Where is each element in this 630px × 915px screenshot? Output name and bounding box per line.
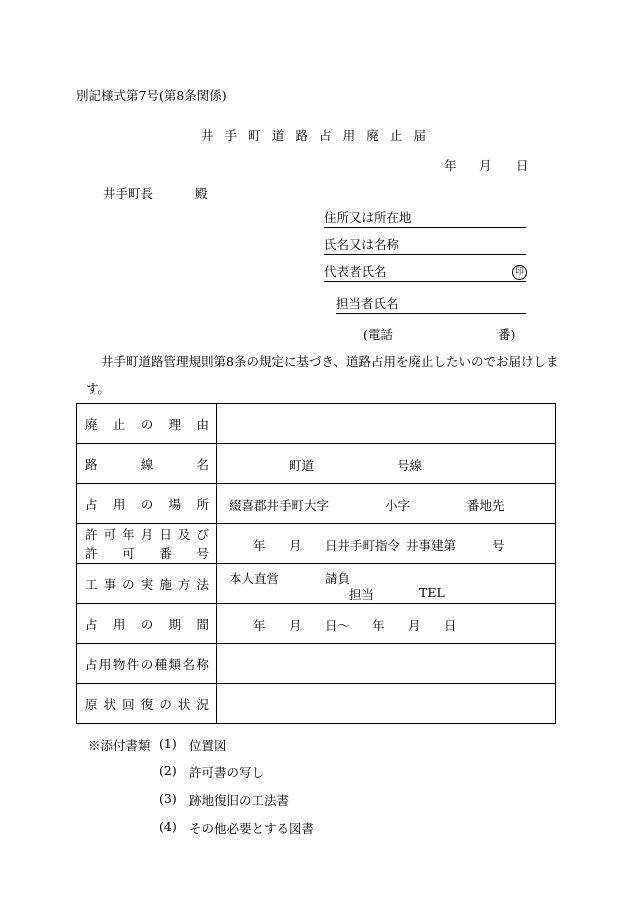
label-char: 件 bbox=[126, 656, 140, 672]
label-char: 状 bbox=[177, 696, 191, 712]
date-month: 月 bbox=[479, 158, 492, 173]
label-restoration-status bbox=[77, 684, 217, 724]
label-char: 止 bbox=[112, 416, 126, 432]
value-occupation-period bbox=[217, 604, 556, 644]
label-char: 線 bbox=[140, 456, 154, 472]
permit-directive: 日井手町指令 bbox=[325, 538, 401, 553]
label-char: 事 bbox=[103, 576, 117, 592]
label-char: 可 bbox=[103, 527, 117, 542]
label-char: 法 bbox=[196, 576, 209, 592]
permit-number-prefix: 井事建第 bbox=[406, 538, 457, 553]
method-contract: 請負 bbox=[325, 571, 351, 586]
attachment-4-num: (4) bbox=[159, 819, 177, 834]
label-char: 許 bbox=[85, 527, 98, 542]
label-char: 占 bbox=[85, 616, 98, 632]
label-char: 類 bbox=[168, 656, 182, 672]
label-char: 期 bbox=[168, 616, 182, 632]
period-start-year: 年 bbox=[253, 618, 266, 633]
value-abolition-reason bbox=[217, 404, 556, 444]
date-year: 年 bbox=[444, 158, 457, 173]
attachment-2-num: (2) bbox=[159, 763, 177, 778]
period-start-month: 月 bbox=[289, 618, 302, 633]
label-char: の bbox=[140, 616, 154, 632]
location-banchi: 番地先 bbox=[467, 498, 505, 513]
form-number: 別記様式第7号(第8条関係) bbox=[76, 88, 227, 103]
label-char: の bbox=[140, 656, 154, 672]
label-char: の bbox=[140, 496, 154, 512]
attachment-3-num: (3) bbox=[159, 791, 177, 806]
label-char: 原 bbox=[85, 696, 98, 712]
method-self-direct: 本人直営 bbox=[229, 571, 280, 586]
label-char: 用 bbox=[112, 616, 126, 632]
method-person-in-charge: 担当 bbox=[349, 587, 375, 602]
label-char: 用 bbox=[98, 656, 112, 672]
label-char: 間 bbox=[196, 616, 209, 632]
value-restoration-status bbox=[217, 684, 556, 724]
title-char: 止 bbox=[389, 128, 403, 143]
body-text-line-2: す。 bbox=[86, 381, 111, 396]
label-occupation-location bbox=[77, 484, 217, 524]
attachment-1-num: (1) bbox=[159, 736, 177, 751]
label-char: 路 bbox=[85, 456, 98, 472]
value-occupation-location bbox=[217, 484, 556, 524]
table-row-period bbox=[77, 604, 556, 644]
label-char: 場 bbox=[168, 496, 182, 512]
attachment-4-text: その他必要とする図書 bbox=[189, 821, 315, 836]
value-route-name bbox=[217, 444, 556, 484]
title-char: 手 bbox=[224, 128, 238, 143]
label-char: 名 bbox=[182, 656, 195, 672]
label-char: 占 bbox=[85, 496, 98, 512]
attachment-1-text: 位置図 bbox=[189, 738, 227, 753]
representative-label: 代表者氏名 bbox=[324, 264, 387, 279]
name-label: 氏名又は名称 bbox=[324, 237, 400, 252]
attachment-2-text: 許可書の写し bbox=[189, 765, 265, 780]
period-end-month: 月 bbox=[408, 618, 421, 633]
label-char: 番 bbox=[159, 546, 172, 561]
label-char: の bbox=[122, 576, 135, 592]
route-number-suffix: 号線 bbox=[397, 458, 423, 473]
label-char: 施 bbox=[159, 576, 172, 592]
location-koaza: 小字 bbox=[385, 498, 411, 513]
contact-person-label: 担当者氏名 bbox=[336, 296, 399, 311]
address-field bbox=[324, 210, 526, 228]
address-label: 住所又は所在地 bbox=[324, 210, 412, 225]
label-char: 工 bbox=[85, 576, 98, 592]
seal-mark: 印 bbox=[512, 265, 527, 280]
label-char: の bbox=[159, 696, 172, 712]
title-char: 廃 bbox=[366, 128, 379, 143]
name-field bbox=[324, 237, 526, 255]
label-char: の bbox=[140, 416, 154, 432]
period-end-day: 日 bbox=[444, 618, 457, 633]
label-char: 所 bbox=[196, 496, 209, 512]
title-char: 道 bbox=[271, 128, 285, 143]
label-char: 状 bbox=[103, 696, 117, 712]
label-char: 可 bbox=[122, 546, 135, 561]
title-char: 町 bbox=[248, 128, 261, 143]
title-char: 用 bbox=[342, 128, 356, 143]
honorific: 殿 bbox=[195, 186, 208, 201]
label-char: び bbox=[196, 527, 209, 542]
table-row-method bbox=[77, 564, 556, 604]
label-char: 況 bbox=[196, 696, 209, 712]
document-title bbox=[201, 126, 426, 144]
title-char: 届 bbox=[413, 128, 426, 143]
label-char: 種 bbox=[154, 656, 168, 672]
label-char: 日 bbox=[159, 527, 172, 542]
table-row-object-type bbox=[77, 644, 556, 684]
title-char: 占 bbox=[319, 128, 332, 143]
label-occupation-period bbox=[77, 604, 217, 644]
table-row-restoration bbox=[77, 684, 556, 724]
table-row-reason bbox=[77, 404, 556, 444]
location-oaza: 綴喜郡井手町大字 bbox=[229, 498, 330, 513]
application-table bbox=[76, 403, 556, 724]
period-end-year: 年 bbox=[372, 618, 385, 633]
table-row-location bbox=[77, 484, 556, 524]
value-construction-method bbox=[217, 564, 556, 604]
label-char: 物 bbox=[112, 656, 126, 672]
attachments-heading: ※添付書類 bbox=[88, 738, 151, 753]
label-abolition-reason bbox=[77, 404, 217, 444]
period-start-day: 日～ bbox=[325, 618, 351, 633]
label-char: 許 bbox=[85, 546, 98, 561]
label-char: 占 bbox=[85, 656, 98, 672]
attachment-3-text: 跡地復旧の工法書 bbox=[189, 793, 290, 808]
label-route-name bbox=[77, 444, 217, 484]
label-char: 名 bbox=[196, 456, 209, 472]
label-char: 号 bbox=[196, 546, 209, 561]
label-char: 方 bbox=[177, 576, 191, 592]
route-town-road: 町道 bbox=[289, 458, 315, 473]
label-char: 実 bbox=[140, 576, 154, 592]
representative-field bbox=[324, 264, 526, 282]
label-char: 回 bbox=[122, 696, 135, 712]
phone-open: (電話 bbox=[363, 327, 393, 342]
permit-month: 月 bbox=[289, 538, 302, 553]
body-text-line-1: 井手町道路管理規則第8条の規定に基づき、道路占用を廃止したいのでお届けしま bbox=[101, 354, 559, 369]
title-char: 井 bbox=[201, 128, 214, 143]
label-char: 月 bbox=[140, 527, 154, 542]
label-char: 用 bbox=[112, 496, 126, 512]
value-object-type bbox=[217, 644, 556, 684]
contact-person-field bbox=[336, 296, 526, 314]
label-construction-method bbox=[77, 564, 217, 604]
permit-number-suffix: 号 bbox=[492, 538, 505, 553]
addressee: 井手町長 bbox=[103, 186, 154, 201]
label-char: 復 bbox=[140, 696, 154, 712]
table-row-permit bbox=[77, 524, 556, 564]
table-row-route bbox=[77, 444, 556, 484]
label-char: 由 bbox=[196, 416, 209, 432]
permit-year: 年 bbox=[253, 538, 266, 553]
date-day: 日 bbox=[516, 158, 529, 173]
label-char: 称 bbox=[196, 656, 209, 672]
method-tel: TEL bbox=[419, 585, 445, 600]
label-object-type bbox=[77, 644, 217, 684]
value-permit-date-number bbox=[217, 524, 556, 564]
label-permit-date-number bbox=[77, 524, 217, 564]
title-char: 路 bbox=[295, 128, 308, 143]
label-char: 及 bbox=[177, 527, 191, 542]
label-char: 廃 bbox=[85, 416, 98, 432]
label-char: 年 bbox=[122, 527, 135, 542]
label-char: 理 bbox=[168, 416, 182, 432]
phone-close: 番) bbox=[498, 327, 516, 342]
